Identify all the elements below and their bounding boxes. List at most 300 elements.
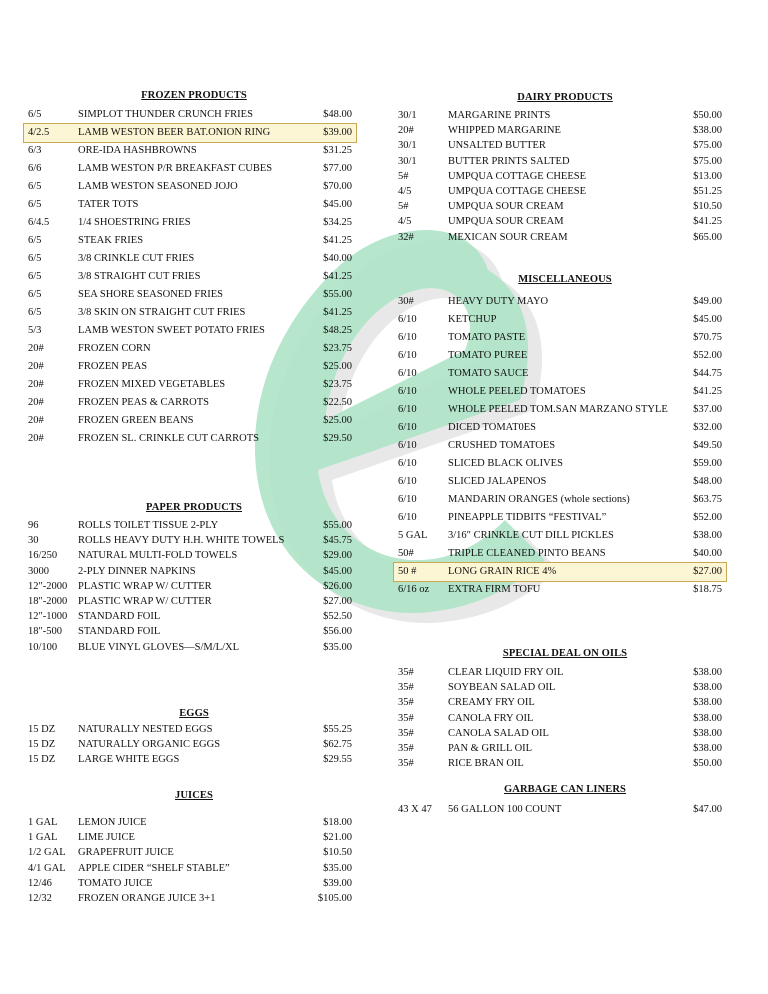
list-item [394,123,726,138]
item-price: $70.75 [693,332,722,343]
list-item [394,473,726,491]
list-item [394,563,726,581]
item-quantity: 32# [398,231,414,243]
item-price: $45.75 [323,535,352,547]
item-price: $55.00 [323,289,352,300]
item-quantity: 1/2 GAL [28,847,66,859]
item-name: TOMATO PUREE [448,350,528,361]
item-price: $34.25 [323,217,352,228]
item-quantity: 12"-2000 [28,580,68,592]
item-price: $29.55 [323,754,352,766]
item-quantity: 96 [28,520,39,531]
item-name: LAMB WESTON BEER BAT.ONION RING [78,127,271,138]
item-name: GRAPEFRUIT JUICE [78,847,174,859]
item-name: STANDARD FOIL [78,611,161,623]
list-item [394,154,726,169]
list-item [394,741,726,756]
frozen-products-list [24,106,356,448]
list-item [394,401,726,419]
dairy-products-list [394,108,726,245]
item-name: SOYBEAN SALAD OIL [448,682,556,694]
item-quantity: 6/5 [28,271,42,282]
item-quantity: 18"-500 [28,626,63,638]
item-price: $55.25 [323,724,352,735]
item-name: FROZEN PEAS [78,361,148,372]
item-price: $23.75 [323,379,352,390]
item-name: LONG GRAIN RICE 4% [448,566,557,577]
item-price: $38.00 [693,697,722,709]
item-quantity: 6/10 [398,458,417,469]
garbage-can-liners-list [394,801,726,819]
list-item [394,680,726,695]
item-price: $51.25 [693,185,722,197]
item-quantity: 30/1 [398,110,417,121]
item-name: WHOLE PEELED TOM.SAN MARZANO STYLE [448,404,668,415]
item-name: MARGARINE PRINTS [448,110,551,121]
list-item [24,304,356,322]
item-quantity: 4/2.5 [28,127,50,138]
item-price: $25.00 [323,415,352,426]
item-quantity: 6/6 [28,163,42,174]
list-item [24,322,356,340]
item-quantity: 35# [398,667,414,678]
frozen-products-heading: FROZEN PRODUCTS [141,90,247,101]
item-name: LAMB WESTON SEASONED JOJO [78,181,238,192]
item-name: UMPQUA COTTAGE CHEESE [448,170,586,182]
item-price: $25.00 [323,361,352,372]
item-name: DICED TOMAT0ES [448,422,536,433]
item-name: SLICED BLACK OLIVES [448,458,563,469]
item-quantity: 35# [398,727,414,739]
item-quantity: 5# [398,170,409,182]
item-quantity: 15 DZ [28,739,56,751]
item-name: LARGE WHITE EGGS [78,754,180,766]
item-price: $27.00 [693,566,722,577]
list-item [394,311,726,329]
item-quantity: 20# [28,343,44,354]
item-quantity: 6/10 [398,386,417,397]
list-item [394,383,726,401]
item-price: $37.00 [693,404,722,415]
item-quantity: 30/1 [398,140,417,152]
item-name: LEMON JUICE [78,817,147,828]
list-item [24,340,356,358]
list-item [24,232,356,250]
item-quantity: 20# [28,433,44,444]
item-name: NATURAL MULTI-FOLD TOWELS [78,550,238,562]
item-price: $45.00 [693,314,722,325]
item-quantity: 1 GAL [28,832,58,844]
item-name: UMPQUA SOUR CREAM [448,201,564,213]
paper-products-heading: PAPER PRODUCTS [146,502,242,513]
item-price: $40.00 [693,548,722,559]
item-name: HEAVY DUTY MAYO [448,296,549,307]
list-item [24,624,356,639]
item-price: $52.00 [693,512,722,523]
item-name: WHIPPED MARGARINE [448,125,561,137]
miscellaneous-section [394,274,726,599]
item-name: CANOLA SALAD OIL [448,727,549,739]
eggs-list [24,722,356,768]
item-price: $41.25 [693,386,722,397]
juices-section [24,790,356,906]
item-price: $38.00 [693,682,722,694]
item-price: $41.25 [693,216,722,228]
item-price: $38.00 [693,667,722,678]
item-name: PINEAPPLE TIDBITS “FESTIVAL” [448,512,607,523]
list-item [394,293,726,311]
miscellaneous-list [394,293,726,599]
item-name: TRIPLE CLEANED PINTO BEANS [448,548,606,559]
item-quantity: 12/46 [28,877,52,889]
item-price: $41.25 [323,235,352,246]
item-price: $18.00 [323,817,352,828]
item-price: $38.00 [693,727,722,739]
list-item [24,861,356,876]
item-quantity: 30/1 [398,155,417,167]
item-quantity: 6/5 [28,289,42,300]
item-quantity: 20# [28,361,44,372]
item-price: $27.00 [323,595,352,607]
item-quantity: 6/5 [28,181,42,192]
item-price: $21.00 [323,832,352,844]
item-quantity: 6/5 [28,235,42,246]
item-price: $48.25 [323,325,352,336]
miscellaneous-heading: MISCELLANEOUS [518,274,612,285]
item-name: 3/16" CRINKLE CUT DILL PICKLES [448,530,614,541]
item-name: CLEAR LIQUID FRY OIL [448,667,564,678]
item-quantity: 43 X 47 [398,804,432,815]
list-item [24,250,356,268]
item-quantity: 50 # [398,566,417,577]
item-quantity: 6/3 [28,145,42,156]
item-name: FROZEN GREEN BEANS [78,415,194,426]
item-name: TOMATO JUICE [78,877,153,889]
item-name: ROLLS HEAVY DUTY H.H. WHITE TOWELS [78,535,285,547]
list-item [24,178,356,196]
item-price: $40.00 [323,253,352,264]
item-price: $55.00 [323,520,352,531]
item-name: NATURALLY ORGANIC EGGS [78,739,221,751]
item-quantity: 5 GAL [398,530,428,541]
list-item [24,564,356,579]
dairy-products-heading: DAIRY PRODUCTS [517,92,613,103]
item-name: NATURALLY NESTED EGGS [78,724,213,735]
item-quantity: 30# [398,296,414,307]
paper-products-list [24,518,356,655]
item-quantity: 6/10 [398,440,417,451]
list-item [394,711,726,726]
item-name: FROZEN MIXED VEGETABLES [78,379,226,390]
item-price: $49.50 [693,440,722,451]
item-quantity: 6/10 [398,368,417,379]
item-price: $32.00 [693,422,722,433]
item-name: CREAMY FRY OIL [448,697,535,709]
list-item [394,199,726,214]
list-item [394,437,726,455]
item-price: $50.00 [693,758,722,770]
item-quantity: 10/100 [28,641,58,653]
item-name: PLASTIC WRAP W/ CUTTER [78,595,212,607]
item-quantity: 6/10 [398,512,417,523]
list-item [394,419,726,437]
item-name: 3/8 STRAIGHT CUT FRIES [78,271,201,282]
list-item [394,527,726,545]
item-name: 2-PLY DINNER NAPKINS [78,565,196,577]
item-quantity: 20# [398,125,414,137]
list-item [394,365,726,383]
list-item [24,594,356,609]
item-price: $75.00 [693,155,722,167]
item-price: $75.00 [693,140,722,152]
item-quantity: 3000 [28,565,49,577]
item-quantity: 15 DZ [28,754,56,766]
list-item [24,430,356,448]
item-price: $59.00 [693,458,722,469]
item-price: $50.00 [693,110,722,121]
list-item [24,376,356,394]
item-quantity: 12/32 [28,892,52,904]
item-quantity: 35# [398,758,414,770]
item-name: RICE BRAN OIL [448,758,524,770]
item-price: $77.00 [323,163,352,174]
list-item [394,801,726,819]
item-quantity: 6/16 oz [398,584,430,595]
list-item [394,491,726,509]
item-price: $47.00 [693,804,722,815]
item-quantity: 6/10 [398,314,417,325]
item-price: $48.00 [323,109,352,120]
item-price: $45.00 [323,199,352,210]
item-quantity: 1 GAL [28,817,58,828]
list-item [394,138,726,153]
item-quantity: 4/1 GAL [28,862,66,874]
item-name: MEXICAN SOUR CREAM [448,231,568,243]
list-item [24,268,356,286]
list-item [394,726,726,741]
item-name: FROZEN PEAS & CARROTS [78,397,209,408]
item-price: $10.50 [323,847,352,859]
item-name: LIME JUICE [78,832,135,844]
item-quantity: 18"-2000 [28,595,68,607]
item-quantity: 5# [398,201,409,213]
item-price: $49.00 [693,296,722,307]
item-quantity: 4/5 [398,185,412,197]
item-quantity: 12"-1000 [28,611,68,623]
list-item [24,640,356,655]
item-price: $38.00 [693,712,722,724]
item-price: $45.00 [323,565,352,577]
item-price: $39.00 [323,127,352,138]
eggs-heading: EGGS [179,708,209,719]
list-item [394,455,726,473]
oils-heading: SPECIAL DEAL ON OILS [502,648,628,659]
item-quantity: 6/5 [28,109,42,120]
list-item [24,286,356,304]
item-quantity: 16/250 [28,550,58,562]
item-name: KETCHUP [448,314,497,325]
list-item [394,108,726,123]
item-price: $13.00 [693,170,722,182]
item-quantity: 35# [398,742,414,754]
list-item [24,412,356,430]
item-quantity: 6/4.5 [28,217,50,228]
list-item [24,752,356,767]
item-name: SLICED JALAPENOS [448,476,547,487]
item-name: FROZEN ORANGE JUICE 3+1 [78,892,216,904]
list-item [394,695,726,710]
list-item [394,545,726,563]
item-name: LAMB WESTON P/R BREAKFAST CUBES [78,163,273,174]
list-item [24,891,356,906]
list-item [24,142,356,160]
item-name: TOMATO SAUCE [448,368,529,379]
item-price: $38.00 [693,530,722,541]
list-item [394,347,726,365]
list-item [24,548,356,563]
list-item [394,581,726,599]
item-price: $48.00 [693,476,722,487]
item-quantity: 6/10 [398,332,417,343]
item-quantity: 6/10 [398,422,417,433]
item-price: $35.00 [323,641,352,653]
item-quantity: 4/5 [398,216,412,228]
item-name: UNSALTED BUTTER [448,140,546,152]
item-name: TATER TOTS [78,199,139,210]
item-quantity: 35# [398,682,414,694]
list-item [24,394,356,412]
item-price: $65.00 [693,231,722,243]
item-name: 1/4 SHOESTRING FRIES [78,217,191,228]
item-price: $52.00 [693,350,722,361]
item-name: UMPQUA COTTAGE CHEESE [448,185,586,197]
list-item [394,214,726,229]
item-quantity: 30 [28,535,39,547]
item-quantity: 35# [398,697,414,709]
item-price: $41.25 [323,307,352,318]
item-price: $22.50 [323,397,352,408]
eggs-section [24,708,356,768]
item-quantity: 20# [28,379,44,390]
list-item [24,609,356,624]
item-quantity: 6/10 [398,476,417,487]
list-item [394,756,726,771]
list-item [394,184,726,199]
list-item [24,876,356,891]
item-price: $52.50 [323,611,352,623]
item-price: $39.00 [323,877,352,889]
item-price: $29.00 [323,550,352,562]
list-item [24,124,356,142]
item-quantity: 35# [398,712,414,724]
item-name: APPLE CIDER “SHELF STABLE” [78,862,230,874]
item-quantity: 20# [28,415,44,426]
item-price: $38.00 [693,742,722,754]
frozen-products-section [24,90,356,448]
list-item [394,509,726,527]
dairy-products-section [394,92,726,245]
item-price: $62.75 [323,739,352,751]
item-price: $44.75 [693,368,722,379]
item-name: LAMB WESTON SWEET POTATO FRIES [78,325,265,336]
item-name: SEA SHORE SEASONED FRIES [78,289,223,300]
oils-section [394,648,726,771]
item-price: $56.00 [323,626,352,638]
item-name: UMPQUA SOUR CREAM [448,216,564,228]
oils-list [394,665,726,771]
item-price: $105.00 [317,892,352,904]
item-quantity: 15 DZ [28,724,56,735]
list-item [24,815,356,830]
list-item [24,196,356,214]
list-item [24,160,356,178]
item-name: FROZEN CORN [78,343,151,354]
juices-list [24,815,356,906]
item-name: ROLLS TOILET TISSUE 2-PLY [78,520,219,531]
list-item [394,230,726,245]
list-item [394,329,726,347]
list-item [394,665,726,680]
item-name: STEAK FRIES [78,235,144,246]
item-name: PAN & GRILL OIL [448,742,533,754]
item-price: $23.75 [323,343,352,354]
item-quantity: 6/10 [398,350,417,361]
item-price: $26.00 [323,580,352,592]
item-quantity: 6/5 [28,307,42,318]
item-name: 3/8 SKIN ON STRAIGHT CUT FRIES [78,307,246,318]
item-price: $70.00 [323,181,352,192]
item-name: BLUE VINYL GLOVES—S/M/L/XL [78,641,239,653]
item-price: $63.75 [693,494,722,505]
item-name: PLASTIC WRAP W/ CUTTER [78,580,212,592]
item-name: CRUSHED TOMATOES [448,440,556,451]
list-item [24,722,356,737]
garbage-can-liners-section [394,784,726,819]
item-price: $41.25 [323,271,352,282]
list-item [24,845,356,860]
list-item [24,737,356,752]
item-price: $18.75 [693,584,722,595]
item-quantity: 6/10 [398,494,417,505]
item-quantity: 50# [398,548,414,559]
list-item [24,106,356,124]
item-price: $10.50 [693,201,722,213]
list-item [394,169,726,184]
list-item [24,533,356,548]
item-name: CANOLA FRY OIL [448,712,534,724]
item-price: $31.25 [323,145,352,156]
item-name: FROZEN SL. CRINKLE CUT CARROTS [78,433,259,444]
item-price: $35.00 [323,862,352,874]
item-name: TOMATO PASTE [448,332,526,343]
item-name: STANDARD FOIL [78,626,161,638]
item-name: EXTRA FIRM TOFU [448,584,541,595]
item-quantity: 6/10 [398,404,417,415]
item-name: SIMPLOT THUNDER CRUNCH FRIES [78,109,253,120]
list-item [24,214,356,232]
item-quantity: 6/5 [28,199,42,210]
item-quantity: 6/5 [28,253,42,264]
list-item [24,358,356,376]
item-name: BUTTER PRINTS SALTED [448,155,570,167]
item-price: $38.00 [693,125,722,137]
item-name: 3/8 CRINKLE CUT FRIES [78,253,195,264]
juices-heading: JUICES [175,790,213,801]
paper-products-section [24,502,356,655]
garbage-can-liners-heading: GARBAGE CAN LINERS [504,784,626,795]
list-item [24,579,356,594]
item-price: $29.50 [323,433,352,444]
